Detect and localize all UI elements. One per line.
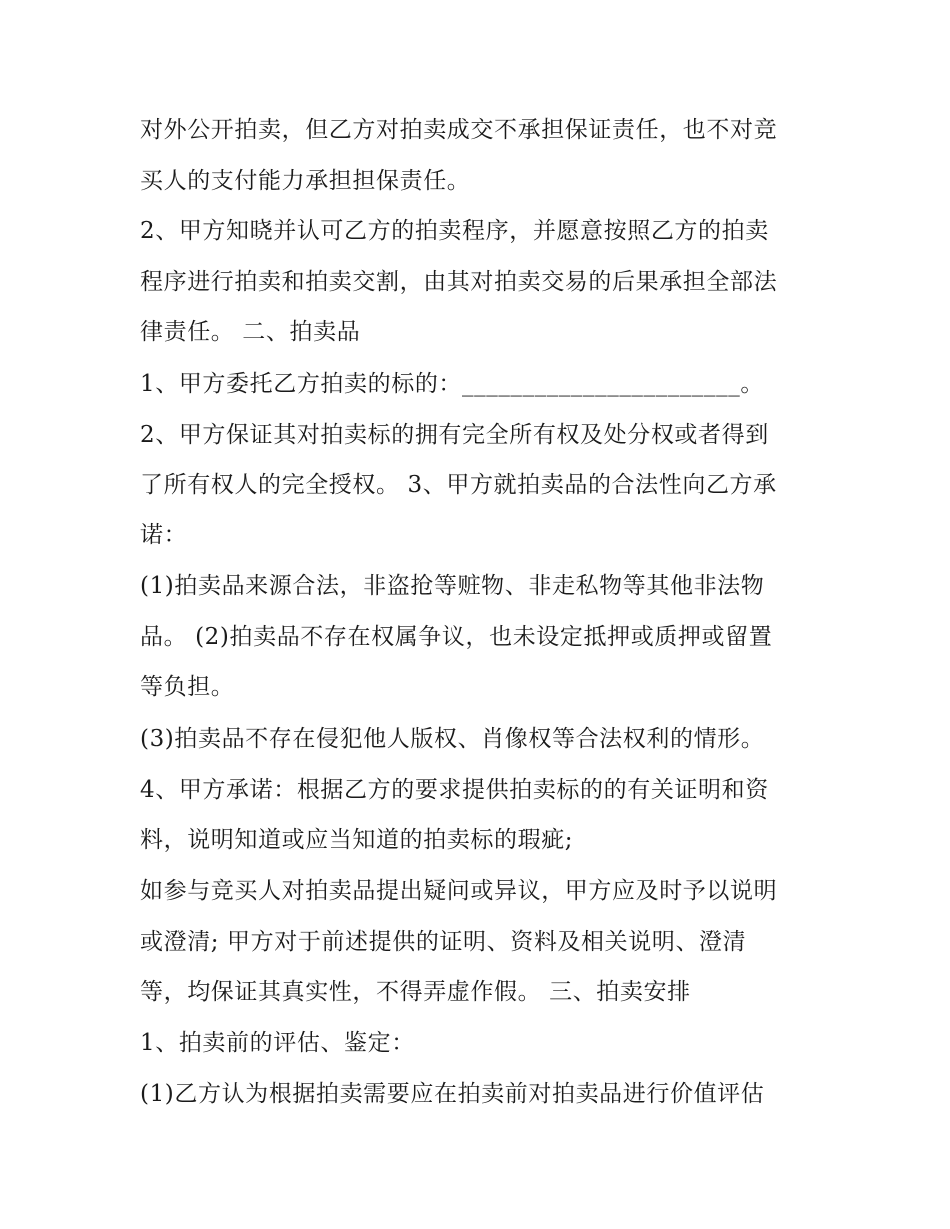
text-line: 买人的支付能力承担担保责任。 bbox=[140, 168, 471, 194]
text-line: 律责任。 二、拍卖品 bbox=[140, 319, 361, 345]
text-line: 2、甲方保证其对拍卖标的拥有完全所有权及处分权或者得到 bbox=[140, 422, 769, 448]
text-line: 料，说明知道或应当知道的拍卖标的瑕疵; bbox=[140, 827, 574, 853]
text-line: (1)乙方认为根据拍卖需要应在拍卖前对拍卖品进行价值评估 bbox=[140, 1081, 765, 1107]
text-line: (3)拍卖品不存在侵犯他人版权、肖像权等合法权利的情形。 bbox=[140, 726, 765, 752]
text-line: 等，均保证其真实性，不得弄虚作假。 三、拍卖安排 bbox=[140, 979, 691, 1005]
text-line: (1)拍卖品来源合法，非盗抢等赃物、非走私物等其他非法物 bbox=[140, 573, 765, 599]
text-line: 品。 (2)拍卖品不存在权属争议，也未设定抵押或质押或留置 bbox=[140, 624, 773, 650]
text-line: 4、甲方承诺：根据乙方的要求提供拍卖标的的有关证明和资 bbox=[140, 777, 769, 803]
text-line: 1、拍卖前的评估、鉴定： bbox=[140, 1030, 415, 1056]
text-line: 对外公开拍卖，但乙方对拍卖成交不承担保证责任，也不对竞 bbox=[140, 117, 778, 143]
text-line: 如参与竞买人对拍卖品提出疑问或异议，甲方应及时予以说明 bbox=[140, 878, 778, 904]
text-line: 等负担。 bbox=[140, 674, 235, 700]
text-line: 程序进行拍卖和拍卖交割，由其对拍卖交易的后果承担全部法 bbox=[140, 269, 778, 295]
text-line: 诺： bbox=[140, 522, 188, 548]
text-line: 了所有权人的完全授权。 3、甲方就拍卖品的合法性向乙方承 bbox=[140, 472, 777, 498]
text-line: 2、甲方知晓并认可乙方的拍卖程序，并愿意按照乙方的拍卖 bbox=[140, 218, 769, 244]
text-line: 1、甲方委托乙方拍卖的标的：_______________________。 bbox=[140, 371, 764, 397]
text-line: 或澄清; 甲方对于前述提供的证明、资料及相关说明、澄清 bbox=[140, 929, 747, 955]
